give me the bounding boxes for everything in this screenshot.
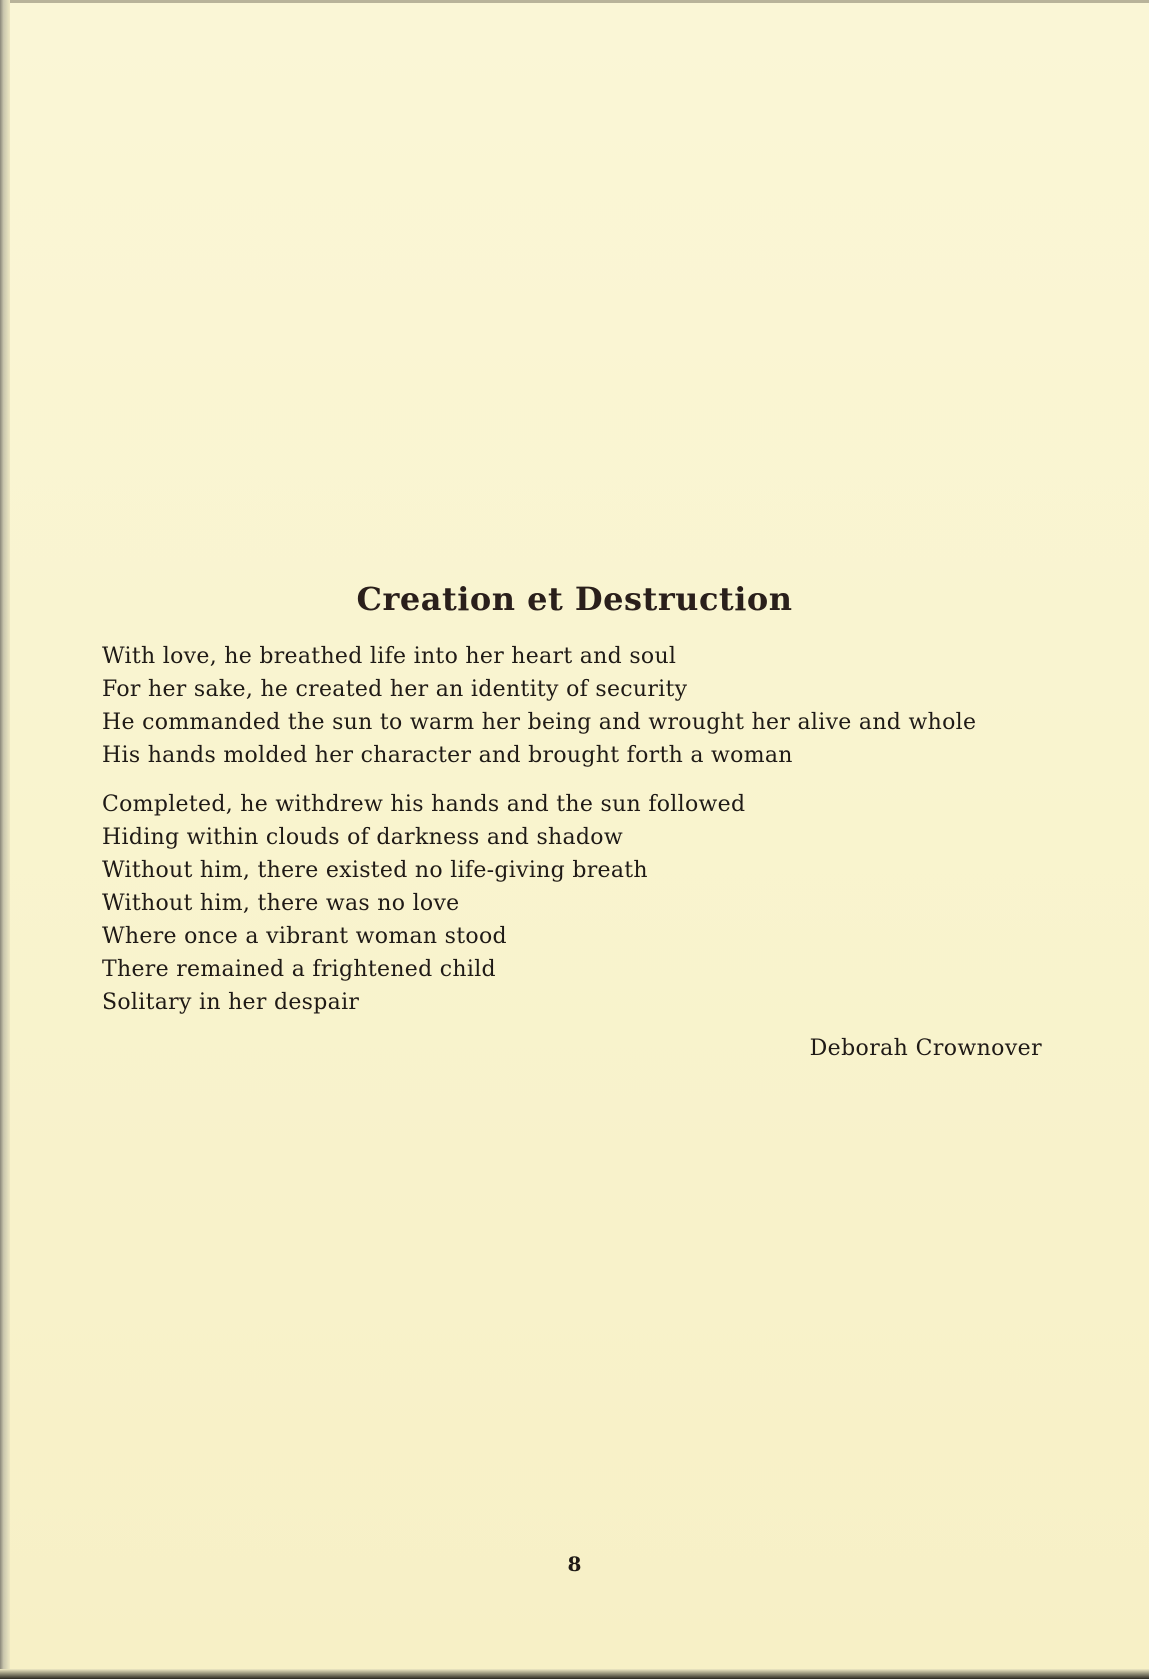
poem-title: Creation et Destruction — [356, 580, 793, 618]
page-left-edge — [0, 0, 10, 1679]
poem-line: Where once a vibrant woman stood — [102, 924, 507, 949]
poem-line: Hiding within clouds of darkness and shadow — [102, 825, 623, 850]
poem-line: He commanded the sun to warm her being and wrought her alive and whole — [102, 710, 977, 735]
poem-line: Solitary in her despair — [102, 990, 360, 1015]
page-bottom-edge — [0, 1669, 1149, 1679]
poem-line: Without him, there existed no life-giving breath — [102, 858, 648, 883]
poem-author: Deborah Crownover — [809, 1036, 1042, 1061]
poem-line: For her sake, he created her an identity of security — [102, 677, 688, 702]
stanza-1 — [102, 640, 1042, 772]
poem-line: Without him, there was no love — [102, 891, 460, 916]
poem-line: With love, he breathed life into her heart and soul — [102, 644, 677, 669]
poem-line: There remained a frightened child — [102, 957, 496, 982]
page-number: 8 — [567, 1552, 582, 1576]
poem-body — [102, 640, 1042, 1035]
page-top-edge — [10, 0, 1149, 3]
poem-line: Completed, he withdrew his hands and the sun followed — [102, 792, 746, 817]
poem-line: His hands molded her character and brought forth a woman — [102, 743, 793, 768]
stanza-2 — [102, 788, 1042, 1019]
